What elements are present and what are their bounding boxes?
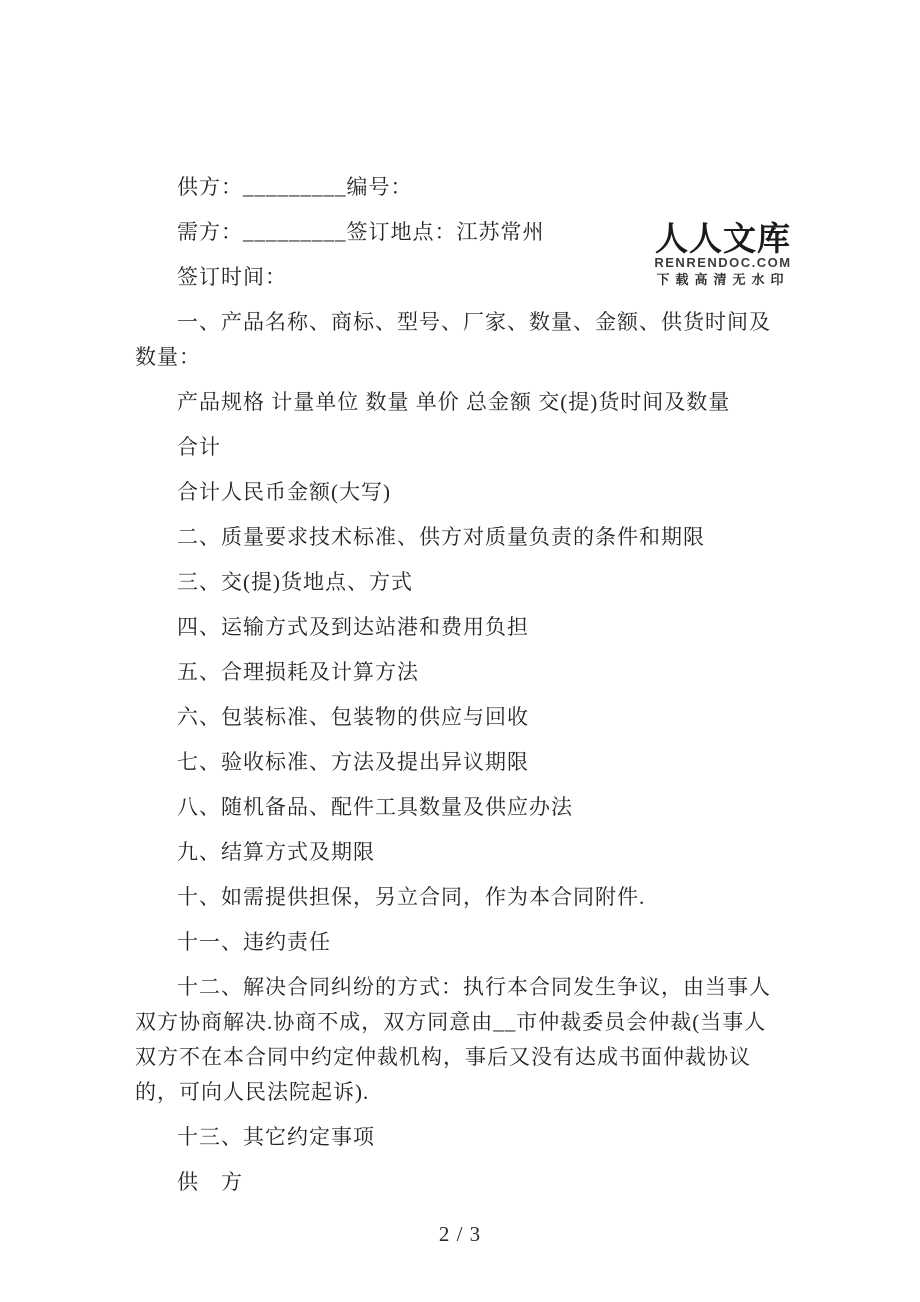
clause-3-delivery-place: 三、交(提)货地点、方式 bbox=[177, 570, 413, 594]
signing-date-line: 签订时间： bbox=[177, 265, 287, 289]
renrendoc-watermark bbox=[642, 222, 804, 287]
clause-7-acceptance: 七、验收标准、方法及提出异议期限 bbox=[177, 750, 529, 774]
clause-2-quality: 二、质量要求技术标准、供方对质量负责的条件和期限 bbox=[177, 525, 705, 549]
buyer-line: 需方：_________签订地点：江苏常州 bbox=[177, 220, 545, 244]
watermark-brand-logo: 人人文库 bbox=[655, 220, 791, 257]
clause-12-disputes: 十二、解决合同纠纷的方式：执行本合同发生争议，由当事人双方协商解决.协商不成，双方同意由__市仲裁委员会仲裁(当事人双方不在本合同中约定仲裁机构，事后又没有达成书面仲裁协议的，可向人民法院起诉). bbox=[135, 975, 771, 1104]
supplier-signature-line: 供 方 bbox=[177, 1170, 243, 1194]
watermark-tagline-text: 下载高清无水印 bbox=[656, 272, 790, 287]
watermark-domain-text: RENRENDOC.COM bbox=[654, 255, 792, 270]
total-line: 合计 bbox=[177, 435, 221, 459]
clause-10-guarantee: 十、如需提供担保，另立合同，作为本合同附件. bbox=[177, 885, 646, 909]
clause-4-transport: 四、运输方式及到达站港和费用负担 bbox=[177, 615, 529, 639]
contract-body bbox=[135, 170, 787, 1210]
spec-table-header-line: 产品规格 计量单位 数量 单价 总金额 交(提)货时间及数量 bbox=[177, 390, 731, 414]
clause-1-products: 一、产品名称、商标、型号、厂家、数量、金额、供货时间及数量： bbox=[135, 310, 771, 369]
clause-9-settlement: 九、结算方式及期限 bbox=[177, 840, 375, 864]
clause-6-packaging: 六、包装标准、包装物的供应与回收 bbox=[177, 705, 529, 729]
clause-8-spare-parts: 八、随机备品、配件工具数量及供应办法 bbox=[177, 795, 573, 819]
total-amount-in-words-line: 合计人民币金额(大写) bbox=[177, 480, 391, 504]
page-number-indicator: 2 / 3 bbox=[438, 1222, 482, 1246]
clause-13-other: 十三、其它约定事项 bbox=[177, 1125, 375, 1149]
supplier-line: 供方：_________编号： bbox=[177, 175, 413, 199]
clause-11-breach: 十一、违约责任 bbox=[177, 930, 331, 954]
clause-5-loss: 五、合理损耗及计算方法 bbox=[177, 660, 419, 684]
